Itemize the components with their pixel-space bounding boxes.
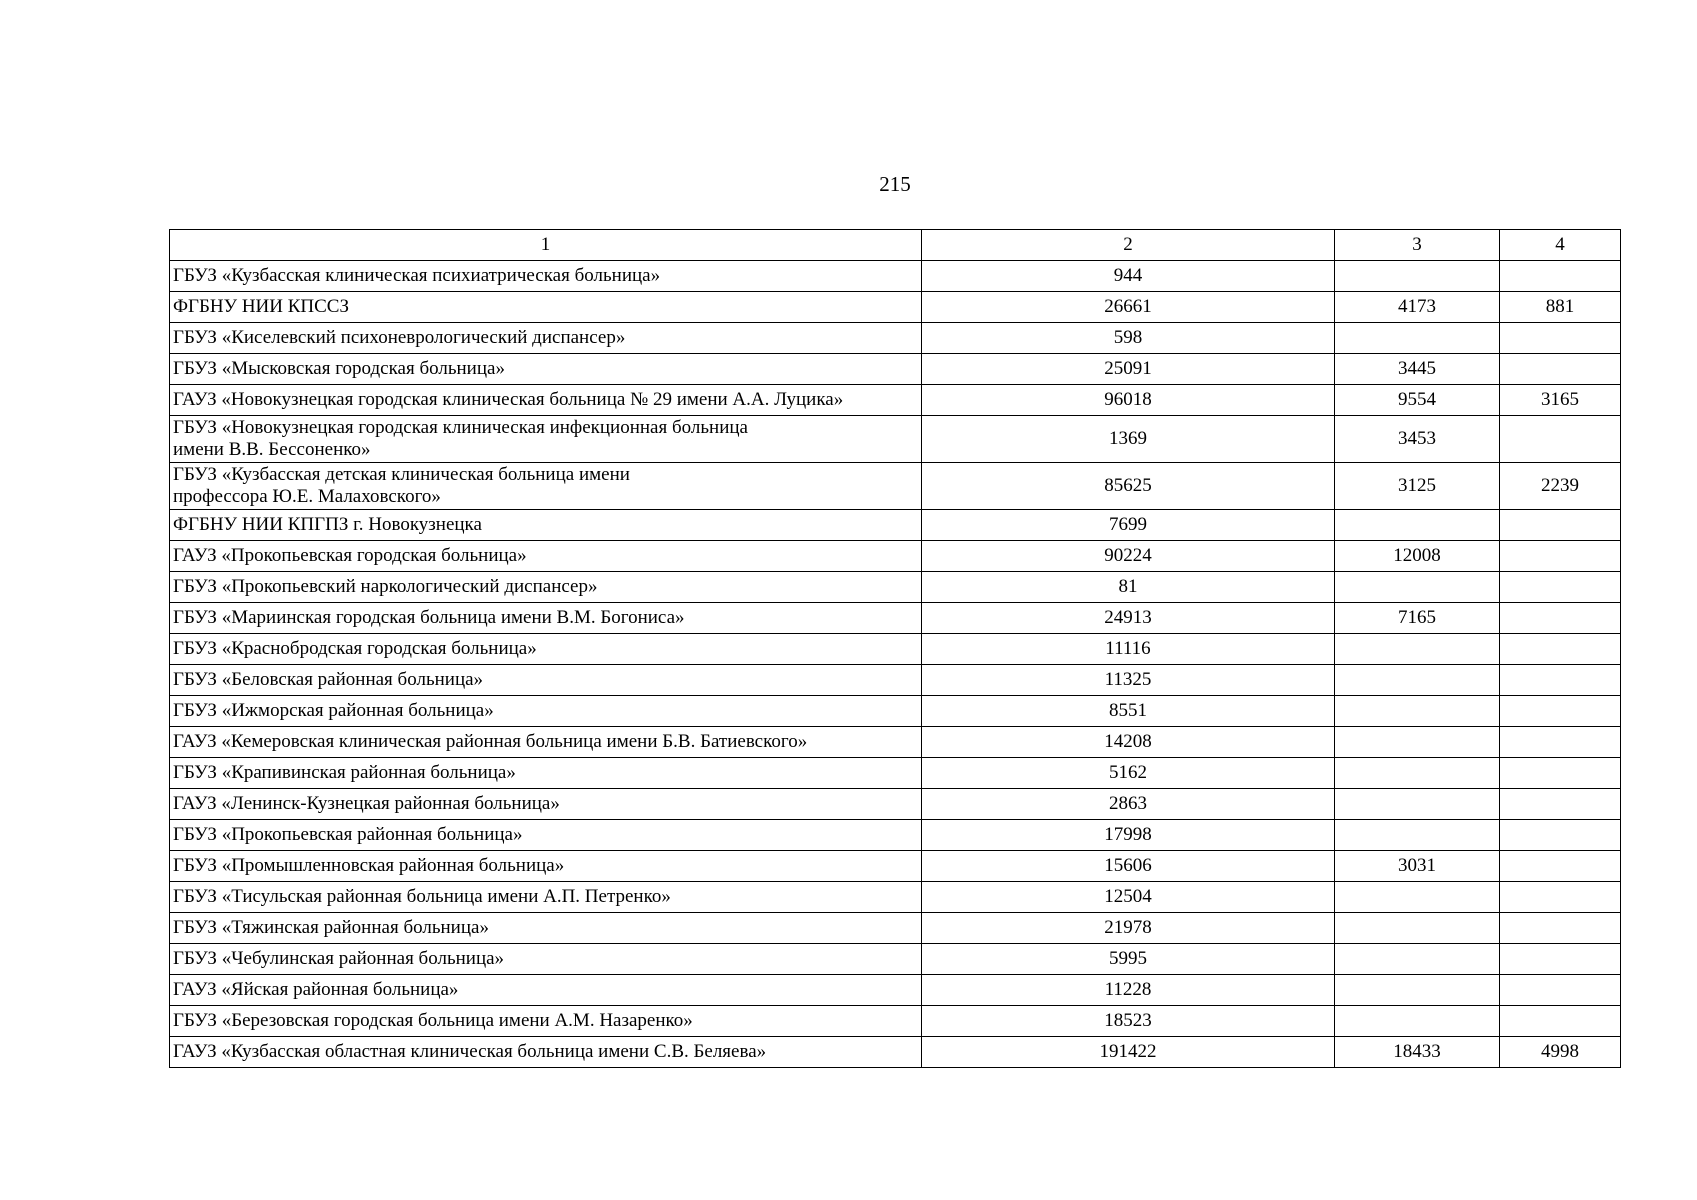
value-col-2: 90224 [922,541,1335,572]
table-header-row [170,230,1621,261]
value-col-2: 25091 [922,354,1335,385]
table-row [170,1037,1621,1068]
value-col-4 [1500,261,1621,292]
value-col-4 [1500,323,1621,354]
value-col-3 [1335,913,1500,944]
table-row [170,292,1621,323]
institution-name: ГБУЗ «Краснобродская городская больница» [170,634,922,665]
table-row [170,696,1621,727]
value-col-3 [1335,758,1500,789]
value-col-3 [1335,727,1500,758]
value-col-3: 18433 [1335,1037,1500,1068]
table-row [170,385,1621,416]
page-number: 215 [879,172,911,196]
value-col-4: 4998 [1500,1037,1621,1068]
value-col-3: 12008 [1335,541,1500,572]
institution-name: ГАУЗ «Яйская районная больница» [170,975,922,1006]
table-row [170,789,1621,820]
table-row [170,665,1621,696]
table-row [170,323,1621,354]
table-row [170,727,1621,758]
value-col-4: 2239 [1500,463,1621,510]
institution-name: ГБУЗ «Ижморская районная больница» [170,696,922,727]
table-row [170,913,1621,944]
value-col-2: 24913 [922,603,1335,634]
institution-name: ГАУЗ «Кузбасская областная клиническая больница имени С.В. Беляева» [170,1037,922,1068]
value-col-3 [1335,944,1500,975]
value-col-4: 3165 [1500,385,1621,416]
institution-name: ГБУЗ «Тяжинская районная больница» [170,913,922,944]
institution-name: ГБУЗ «Мысковская городская больница» [170,354,922,385]
institution-name: ГАУЗ «Ленинск-Кузнецкая районная больница» [170,789,922,820]
value-col-4 [1500,634,1621,665]
institution-name: ГБУЗ «Промышленновская районная больница» [170,851,922,882]
value-col-2: 5162 [922,758,1335,789]
value-col-2: 944 [922,261,1335,292]
table-row [170,603,1621,634]
value-col-3 [1335,1006,1500,1037]
value-col-2: 8551 [922,696,1335,727]
value-col-4 [1500,789,1621,820]
institution-name: ГБУЗ «Березовская городская больница имени А.М. Назаренко» [170,1006,922,1037]
value-col-2: 11228 [922,975,1335,1006]
value-col-4 [1500,944,1621,975]
table-row [170,944,1621,975]
value-col-3 [1335,572,1500,603]
value-col-4 [1500,696,1621,727]
institution-name: ГБУЗ «Крапивинская районная больница» [170,758,922,789]
value-col-2: 598 [922,323,1335,354]
data-table [169,229,1621,1068]
value-col-4 [1500,913,1621,944]
institution-name: ГАУЗ «Прокопьевская городская больница» [170,541,922,572]
institution-name: ГАУЗ «Кемеровская клиническая районная больница имени Б.В. Батиевского» [170,727,922,758]
value-col-2: 26661 [922,292,1335,323]
value-col-4 [1500,603,1621,634]
value-col-4 [1500,851,1621,882]
table-row [170,261,1621,292]
value-col-3: 9554 [1335,385,1500,416]
value-col-3 [1335,789,1500,820]
header-cell: 3 [1335,230,1500,261]
institution-name: ГБУЗ «Чебулинская районная больница» [170,944,922,975]
value-col-3: 4173 [1335,292,1500,323]
value-col-3: 3453 [1335,416,1500,463]
value-col-4 [1500,727,1621,758]
value-col-4 [1500,541,1621,572]
value-col-2: 2863 [922,789,1335,820]
table-row [170,882,1621,913]
institution-name: ГБУЗ «Прокопьевский наркологический диспансер» [170,572,922,603]
value-col-4 [1500,416,1621,463]
value-col-4 [1500,975,1621,1006]
institution-name-line: ГБУЗ «Кузбасская детская клиническая больница имени [173,464,630,485]
value-col-2: 17998 [922,820,1335,851]
value-col-4 [1500,1006,1621,1037]
value-col-2: 12504 [922,882,1335,913]
value-col-3 [1335,261,1500,292]
value-col-4 [1500,510,1621,541]
value-col-2: 1369 [922,416,1335,463]
value-col-3: 7165 [1335,603,1500,634]
table-row [170,572,1621,603]
institution-name: ГБУЗ «Беловская районная больница» [170,665,922,696]
value-col-4 [1500,820,1621,851]
value-col-2: 11325 [922,665,1335,696]
value-col-2: 15606 [922,851,1335,882]
table-row [170,820,1621,851]
institution-name-line: ГБУЗ «Новокузнецкая городская клиническая инфекционная больница [173,417,748,438]
table-row [170,851,1621,882]
value-col-3: 3445 [1335,354,1500,385]
value-col-3 [1335,665,1500,696]
institution-name: ГБУЗ «Тисульская районная больница имени А.П. Петренко» [170,882,922,913]
value-col-3 [1335,882,1500,913]
value-col-2: 21978 [922,913,1335,944]
value-col-3 [1335,696,1500,727]
value-col-2: 96018 [922,385,1335,416]
value-col-3 [1335,975,1500,1006]
institution-name [170,416,922,463]
value-col-4 [1500,354,1621,385]
institution-name: ГАУЗ «Новокузнецкая городская клиническая больница № 29 имени А.А. Луцика» [170,385,922,416]
value-col-2: 14208 [922,727,1335,758]
header-cell: 2 [922,230,1335,261]
value-col-3 [1335,820,1500,851]
table-row [170,354,1621,385]
value-col-2: 11116 [922,634,1335,665]
value-col-3: 3031 [1335,851,1500,882]
value-col-2: 7699 [922,510,1335,541]
institution-name [170,463,922,510]
table-row [170,634,1621,665]
value-col-3 [1335,323,1500,354]
value-col-4: 881 [1500,292,1621,323]
table-row [170,975,1621,1006]
table-row [170,758,1621,789]
value-col-3 [1335,634,1500,665]
value-col-3 [1335,510,1500,541]
value-col-4 [1500,572,1621,603]
institution-name: ГБУЗ «Киселевский психоневрологический диспансер» [170,323,922,354]
institution-name: ГБУЗ «Прокопьевская районная больница» [170,820,922,851]
header-cell: 1 [170,230,922,261]
table-row [170,510,1621,541]
value-col-2: 191422 [922,1037,1335,1068]
value-col-4 [1500,665,1621,696]
value-col-2: 5995 [922,944,1335,975]
institution-name: ГБУЗ «Кузбасская клиническая психиатрическая больница» [170,261,922,292]
institution-name-line: профессора Ю.Е. Малаховского» [173,486,441,507]
value-col-2: 81 [922,572,1335,603]
table-row [170,416,1621,463]
value-col-2: 85625 [922,463,1335,510]
header-cell: 4 [1500,230,1621,261]
value-col-4 [1500,882,1621,913]
value-col-4 [1500,758,1621,789]
institution-name: ФГБНУ НИИ КПГПЗ г. Новокузнецка [170,510,922,541]
value-col-3: 3125 [1335,463,1500,510]
value-col-2: 18523 [922,1006,1335,1037]
table-row [170,463,1621,510]
table-row [170,541,1621,572]
institution-name: ГБУЗ «Мариинская городская больница имени В.М. Богониса» [170,603,922,634]
table-row [170,1006,1621,1037]
institution-name: ФГБНУ НИИ КПССЗ [170,292,922,323]
institution-name-line: имени В.В. Бессоненко» [173,439,371,460]
